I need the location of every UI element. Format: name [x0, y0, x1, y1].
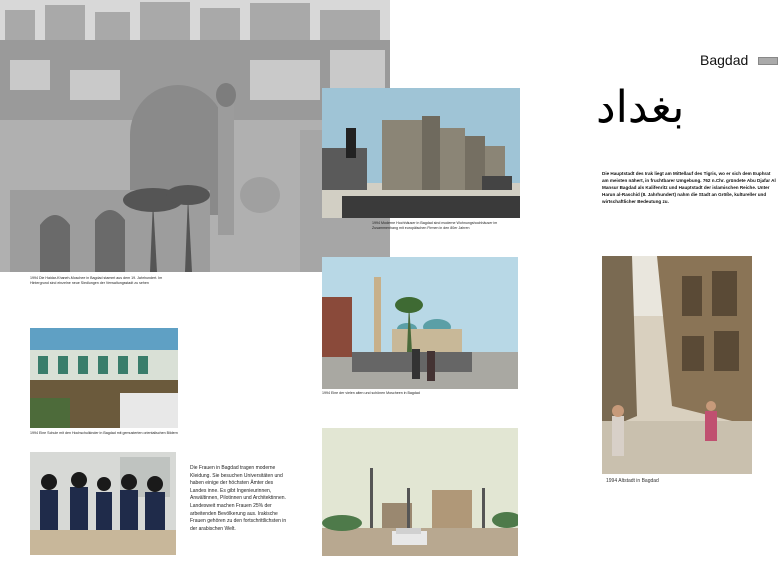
caption-school: 1994 Eine Schule mit den Hochschulkinder in Bagdad mit gemusterten orientalischen Bildern: [30, 431, 178, 435]
photo-modern-buildings: [322, 88, 520, 218]
page-title: Bagdad: [700, 52, 749, 68]
caption-mosque: 1994 Die Haidar-Khaneh-Moschee in Bagdad stammt aus dem 19. Jahrhundert. Im Hintergrund sind einzelne neue Siedlungen der Verwaltungsstadt zu sehen: [30, 276, 163, 285]
photo-square: [322, 428, 518, 556]
photo-school: [30, 328, 178, 428]
photo-women: [30, 452, 176, 555]
photo-old-town: [602, 256, 752, 474]
arabic-title: بغداد: [596, 82, 685, 133]
intro-paragraph: Die Hauptstadt des Irak liegt am Mittellauf des Tigris, wo er sich dem Euphrat am meisten nähert, in fruchtbarer Umgebung. 762 n.Chr. gründete Abu Djafar Al Mansur Bagdad als Kalifenritz und Hauptstadt der islamischen Reiche. Unter Harun al-Raschid (8. Jahrhundert) nahm die Stadt an Größe, kultureller und wirtschaftlicher Bedeutung zu.: [602, 171, 776, 204]
caption-street: 1994 Eine der vielen alten und schönen Moscheen in Bagdad: [322, 391, 420, 395]
caption-old-town: 1994 Altstadt in Bagdad: [606, 478, 659, 484]
caption-modern: 1994 Moderne Hochhäuser in Bagdad sind moderne Wohnungshochhäuser im Zusammenhang mit europäischen Firmen in den 80er Jahren: [372, 221, 498, 230]
flag-icon: [758, 57, 778, 65]
photo-street-mosque: [322, 257, 518, 389]
women-description: Die Frauen in Bagdad tragen moderne Kleidung. Sie besuchen Universitäten und haben einige der höchsten Ämter des Landes inne. Es gibt Ingenieurinnen, Anwältinnen, Pilotinnen und Architektinnen. Landesweit machen Frauen 25% der arbeitenden Bevölkerung aus. Irakische Frauen gehören zu den fortschrittlichsten in der arabischen Welt.: [190, 465, 287, 532]
